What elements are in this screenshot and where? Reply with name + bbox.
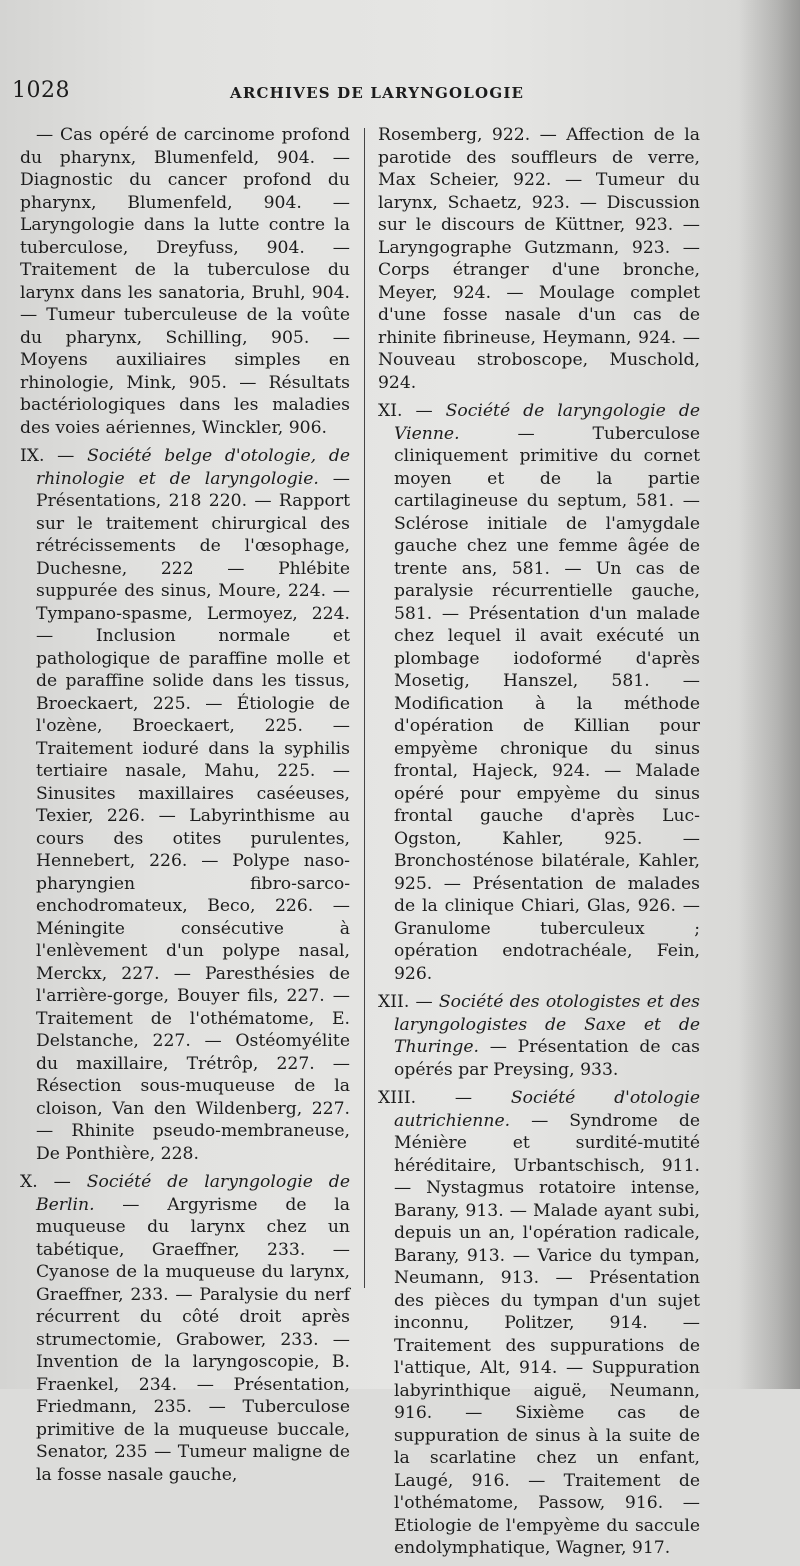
section-text: — Tuberculose cliniquement primitive du cornet moyen et de la partie cartilagineuse du septum, 581. — Sclérose initiale de l'amygdale gauche chez une femme âgée de trente ans, 581. — Un cas de paralysie récurrentielle gauche, 581. — Présentation d'un malade chez lequel il avait exécuté un plombage iodoformé d'après Mosetig, Hanszel, 581. — Modification à la méthode d'opération de Killian pour empyème chronique du sinus frontal, Hajeck, 924. — Malade opéré pour empyème du sinus frontal gauche d'après Luc-Ogston, Kahler, 925. — Bronchosténose bilatérale, Kahler, 925. — Présentation de malades de la clinique Chiari, Glas, 926. — Granulome tuberculeux ; opération endotrachéale, Fein, 926. [394,423,700,984]
section-x [20,1171,350,1486]
section-text: — Présentation de cas opérés par Preysing, 933. [394,1037,700,1080]
column-divider [364,128,365,1288]
paragraph-continuation [378,124,700,394]
left-column [20,124,350,1492]
section-number: XII. — [378,992,439,1012]
section-xiii [378,1087,700,1560]
paragraph-text: Rosemberg, 922. — Affection de la parotide des souffleurs de verre, Max Scheier, 922. — Tumeur du larynx, Schaetz, 923. — Discussion sur le discours de Küttner, 923. — Laryngographe Gutzmann, 923. — Corps étranger d'une bronche, Meyer, 924. — Moulage complet d'une fosse nasale d'un cas de rhinite fibrineuse, Heymann, 924. — Nouveau stroboscope, Muschold, 924. [378,125,700,393]
section-xii [378,991,700,1081]
page-fold-shadow [740,0,800,1389]
section-title: Société belge d'otologie, de rhinologie et de laryngologie. [36,446,350,489]
section-number: X. — [20,1172,87,1192]
section-title: Société d'otologie autrichienne. [394,1088,700,1131]
section-number: XIII. — [378,1088,511,1108]
section-title: Société des otologistes et des laryngologistes de Saxe et de Thuringe. [394,992,700,1057]
section-xi [378,400,700,985]
page-header [12,78,792,108]
section-title: Société de laryngologie de Vienne. [394,401,700,444]
section-text: — Présentations, 218 220. — Rapport sur le traitement chirurgical des rétrécissements de l'œsophage, Duchesne, 222 — Phlébite suppurée des sinus, Moure, 224. — Tympano-spasme, Lermoyez, 224. — Inclusion normale et pathologique de paraffine molle et de paraffine solide dans les tissus, Broeckaert, 225. — Étiologie de l'ozène, Broeckaert, 225. — Traitement ioduré dans la syphilis tertiaire nasale, Mahu, 225. — Sinusites maxillaires caséeuses, Texier, 226. — Labyrinthisme au cours des otites purulentes, Hennebert, 226. — Polype naso-pharyngien fibro-sarco-enchodromateux, Beco, 226. — Méningite consécutive à l'enlèvement d'un polype nasal, Merckx, 227. — Paresthésies de l'arrière-gorge, Bouyer fils, 227. — Traitement de l'othématome, E. Delstanche, 227. — Ostéomyélite du maxillaire, Trétrôp, 227. — Résection sous-muqueuse de la cloison, Van den Wildenberg, 227. — Rhinite pseudo-membraneuse, De Ponthière, 228. [36,468,350,1164]
section-ix [20,445,350,1165]
section-text: — Syndrome de Ménière et surdité-mutité héréditaire, Urbantschisch, 911. — Nystagmus rotatoire intense, Barany, 913. — Malade ayant subi, depuis un an, l'opération radicale, Barany, 913. — Varice du tympan, Neumann, 913. — Présentation des pièces du tympan d'un sujet inconnu, Politzer, 914. — Traitement des suppurations de l'attique, Alt, 914. — Suppuration labyrinthique aiguë, Neumann, 916. — Sixième cas de suppuration de sinus à la suite de la scarlatine chez un enfant, Laugé, 916. — Traitement de l'othématome, Passow, 916. — Etiologie de l'empyème du saccule endolymphatique, Wagner, 917. [394,1110,700,1558]
page-number: 1028 [12,78,70,103]
paragraph-continuation [20,124,350,439]
running-title: ARCHIVES DE LARYNGOLOGIE [230,84,525,102]
section-number: XI. — [378,401,446,421]
section-text: — Argyrisme de la muqueuse du larynx chez un tabétique, Graeffner, 233. — Cyanose de la muqueuse du larynx, Graeffner, 233. — Paralysie du nerf récurrent du côté droit après strumectomie, Grabower, 233. — Invention de la laryngoscopie, B. Fraenkel, 234. — Présentation, Friedmann, 235. — Tuberculose primitive de la muqueuse buccale, Senator, 235 — Tumeur maligne de la fosse nasale gauche, [36,1194,350,1485]
section-title: Société de laryngologie de Berlin. [36,1172,350,1215]
section-number: IX. — [20,446,88,466]
right-column [378,124,700,1566]
paragraph-text: — Cas opéré de carcinome profond du pharynx, Blumenfeld, 904. — Diagnostic du cancer profond du pharynx, Blumenfeld, 904. — Laryngologie dans la lutte contre la tuberculose, Dreyfuss, 904. — Traitement de la tuberculose du larynx dans les sanatoria, Bruhl, 904. — Tumeur tuberculeuse de la voûte du pharynx, Schilling, 905. — Moyens auxiliaires simples en rhinologie, Mink, 905. — Résultats bactériologiques dans les maladies des voies aériennes, Winckler, 906. [20,125,350,438]
